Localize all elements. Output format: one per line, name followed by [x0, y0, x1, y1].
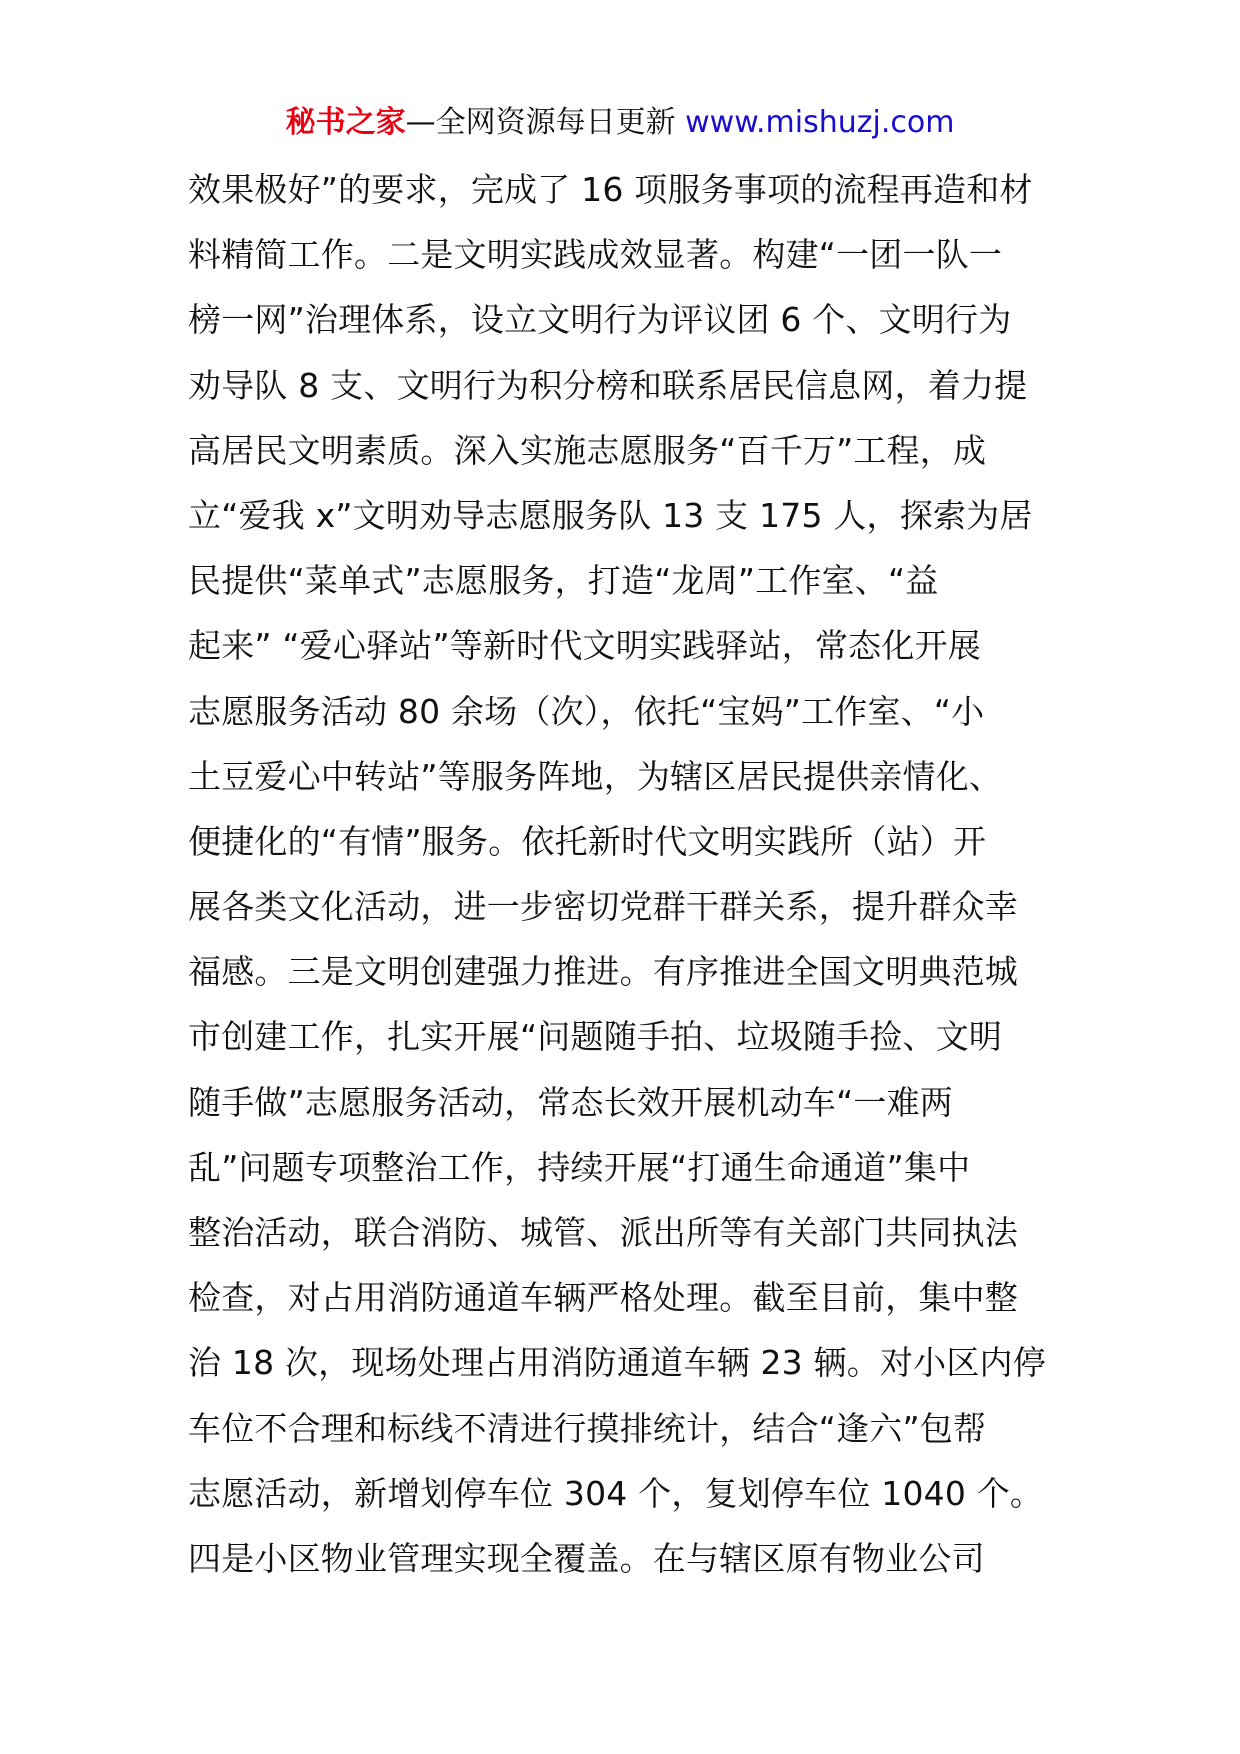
body-line: 志愿活动，新增划停车位 304 个，复划停车位 1040 个。	[188, 1473, 1044, 1513]
body-line: 市创建工作，扎实开展“问题随手拍、垃圾随手捡、文明	[188, 1017, 1003, 1057]
body-line: 便捷化的“有情”服务。依托新时代文明实践所（站）开	[188, 821, 987, 861]
body-line: 福感。三是文明创建强力推进。有序推进全国文明典范城	[188, 952, 1018, 992]
website-url[interactable]: www.mishuzj.com	[685, 105, 955, 140]
body-line: 料精简工作。二是文明实践成效显著。构建“一团一队一	[188, 235, 1003, 275]
body-line: 检查，对占用消防通道车辆严格处理。截至目前，集中整	[188, 1278, 1018, 1318]
body-line: 高居民文明素质。深入实施志愿服务“百千万”工程，成	[188, 430, 987, 470]
body-line: 治 18 次，现场处理占用消防通道车辆 23 辆。对小区内停	[188, 1343, 1046, 1383]
body-line: 志愿服务活动 80 余场（次），依托“宝妈”工作室、“小	[188, 691, 985, 731]
header-tagline: —全网资源每日更新	[405, 105, 686, 140]
body-line: 展各类文化活动，进一步密切党群干群关系，提升群众幸	[188, 887, 1018, 927]
page-header	[0, 103, 1240, 143]
body-line: 土豆爱心中转站”等服务阵地，为辖区居民提供亲情化、	[188, 756, 1003, 796]
brand-name: 秘书之家	[285, 105, 406, 140]
document-body	[188, 166, 1068, 1600]
body-line: 劝导队 8 支、文明行为积分榜和联系居民信息网，着力提	[188, 365, 1028, 405]
body-line: 乱”问题专项整治工作，持续开展“打通生命通道”集中	[188, 1147, 971, 1187]
body-line: 四是小区物业管理实现全覆盖。在与辖区原有物业公司	[188, 1538, 985, 1578]
body-line: 效果极好”的要求，完成了 16 项服务事项的流程再造和材	[188, 170, 1033, 209]
body-line: 整治活动，联合消防、城管、派出所等有关部门共同执法	[188, 1213, 1018, 1252]
body-line: 民提供“菜单式”志愿服务，打造“龙周”工作室、“益	[188, 561, 939, 601]
body-line: 立“爱我 x”文明劝导志愿服务队 13 支 175 人，探索为居	[188, 495, 1033, 535]
body-line: 随手做”志愿服务活动，常态长效开展机动车“一难两	[188, 1082, 953, 1122]
body-line: 起来” “爱心驿站”等新时代文明实践驿站，常态化开展	[188, 626, 981, 666]
body-line: 榜一网”治理体系，设立文明行为评议团 6 个、文明行为	[188, 300, 1012, 340]
body-line: 车位不合理和标线不清进行摸排统计，结合“逢六”包帮	[188, 1408, 987, 1448]
